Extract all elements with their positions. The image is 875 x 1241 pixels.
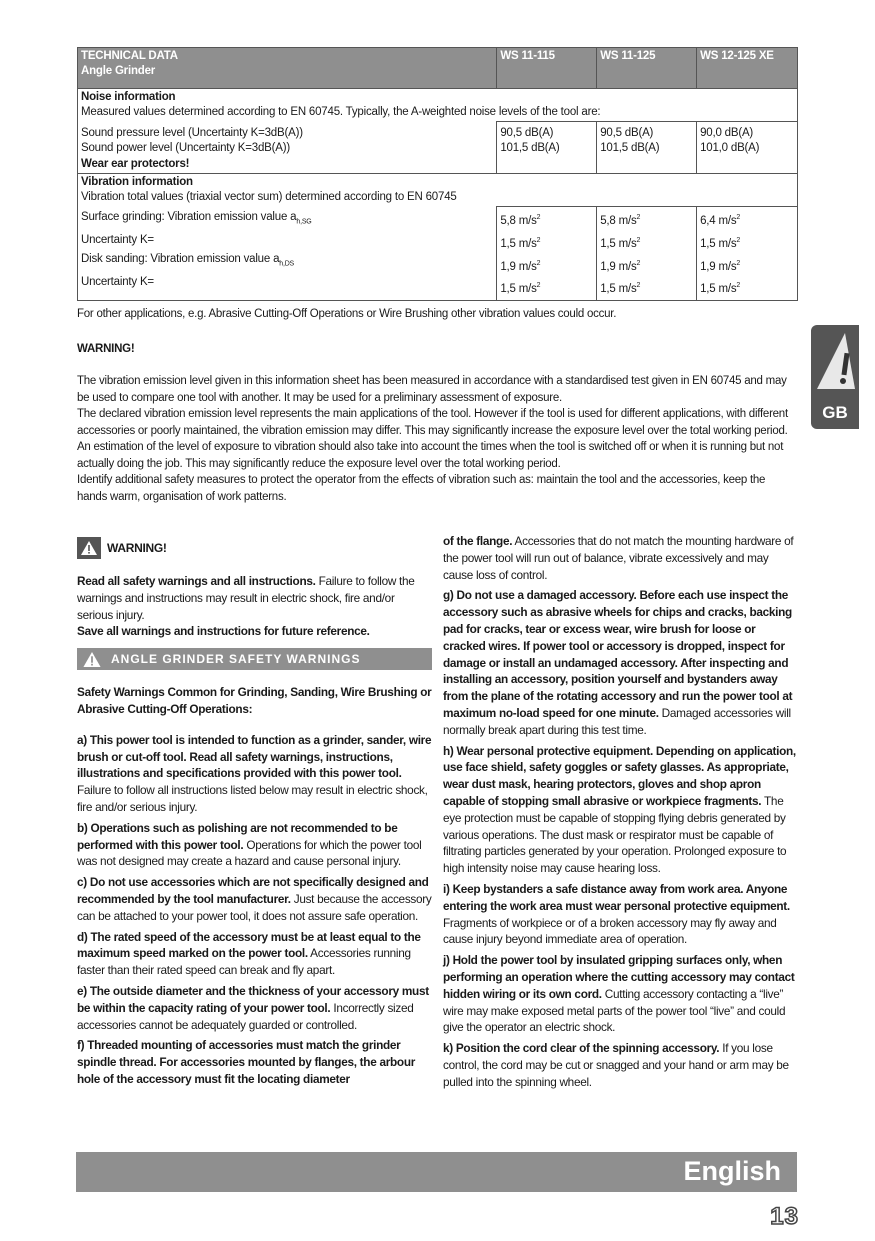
noise-value: 90,5 dB(A): [500, 127, 554, 139]
vib-value: 1,9: [500, 260, 516, 273]
vib-value: 1,5: [500, 237, 516, 250]
unit: m/s: [718, 260, 737, 273]
warning-item-e: [77, 983, 432, 1033]
unit-exponent: 2: [636, 236, 641, 244]
warning-heading: WARNING!: [77, 342, 135, 355]
sound-power-label: Sound power level (Uncertainty K=3dB(A)): [81, 141, 291, 154]
uncertainty-label: Uncertainty K=: [81, 233, 154, 246]
vib-value: 5,8: [500, 214, 516, 227]
uncertainty-label: Uncertainty K=: [81, 276, 154, 289]
item-text: Failure to follow all instructions listed below may result in electric shock, fire and/or serious injury.: [77, 783, 428, 814]
unit: m/s: [718, 214, 737, 227]
warning-item-k: [443, 1040, 798, 1090]
item-bold: a) This power tool is intended to function as a grinder, sander, wire brush or cut-off tool. Read all safety warnings, instructions, illustrations and specifications provided with this power tool.: [77, 732, 432, 781]
vib-value: 5,8: [600, 214, 616, 227]
footer-bar: [76, 1152, 797, 1192]
unit-exponent: 2: [536, 236, 541, 244]
save-instructions: Save all warnings and instructions for future reference.: [77, 624, 370, 639]
noise-value: 101,0 dB(A): [700, 142, 760, 154]
warning-item-f: f) Threaded mounting of accessories must match the grinder spindle thread. For accessories mounted by flanges, the arbour hole of the accessory must fit the locating diameter: [77, 1038, 416, 1086]
section-header: [77, 648, 432, 670]
unit: m/s: [618, 283, 637, 296]
warning-item-b: [77, 820, 432, 870]
noise-value: 101,5 dB(A): [500, 142, 560, 154]
right-column: [443, 533, 798, 1095]
common-warnings-heading: Safety Warnings Common for Grinding, Sanding, Wire Brushing or Abrasive Cutting-Off Operations:: [77, 685, 432, 716]
warning-item-c: [77, 874, 432, 924]
model-2-header: WS 11-125: [597, 48, 697, 89]
surface-grinding-subscript: h,SG: [296, 217, 312, 225]
ear-protectors-warning: Wear ear protectors!: [81, 158, 190, 170]
unit-exponent: 2: [536, 282, 541, 290]
item-bold: c) Do not use accessories which are not specifically designed and recommended by the tool manufacturer.: [77, 875, 429, 906]
vib-value: 1,5: [600, 237, 616, 250]
warning-item-d: [77, 929, 432, 979]
vibration-notes: [77, 306, 797, 505]
noise-values-row: [78, 122, 798, 158]
warning-item-g: [443, 587, 798, 738]
item-bold: e) The outside diameter and the thickness of your accessory must be within the capacity rating of your power tool.: [77, 983, 429, 1015]
item-text: Operations for which the power tool was not designed may create a hazard and cause personal injury.: [77, 837, 422, 869]
model-1-header: WS 11-115: [497, 48, 597, 89]
item-bold: i) Keep bystanders a safe distance away from work area. Anyone entering the work area must wear personal protective equipment.: [443, 881, 790, 913]
item-bold: h) Wear personal protective equipment. Depending on application, use face shield, safety goggles or safety glasses. As appropriate, wear dust mask, hearing protectors, gloves and shop apron capable of stopping small abrasive or workpiece fragments.: [443, 743, 796, 808]
item-text: Damaged accessories will normally break apart during this test time.: [443, 705, 791, 737]
item-bold: k) Position the cord clear of the spinning accessory.: [443, 1041, 720, 1056]
warning-icon: [81, 650, 103, 668]
noise-value: 101,5 dB(A): [600, 142, 660, 154]
vib-value: 1,5: [700, 283, 716, 296]
vibration-description: Vibration total values (triaxial vector sum) determined according to EN 60745: [81, 191, 457, 203]
vibration-title-row: [78, 174, 798, 207]
page-number: 13: [770, 1203, 799, 1230]
section-title: ANGLE GRINDER SAFETY WARNINGS: [111, 651, 361, 666]
vibration-title: Vibration information: [81, 176, 193, 188]
noise-title: Noise information: [81, 91, 176, 103]
vibration-col-3: [697, 207, 798, 301]
unit-exponent: 2: [736, 282, 741, 290]
language-code: GB: [822, 403, 848, 422]
vibration-values-row: [78, 207, 798, 301]
unit-exponent: 2: [536, 214, 541, 221]
noise-description: Measured values determined according to EN 60745. Typically, the A-weighted noise levels of the tool are:: [81, 106, 601, 118]
vibration-paragraph: The vibration emission level given in this information sheet has been measured in accordance with a standardised test given in EN 60745 and may be used to compare one tool with another. It may be used for a preliminary assessment of exposure.: [77, 375, 787, 404]
table-title: TECHNICAL DATA: [81, 50, 178, 62]
other-applications-note: For other applications, e.g. Abrasive Cutting-Off Operations or Wire Brushing other vibration values could occur.: [77, 308, 617, 320]
item-text: Just because the accessory can be attached to your power tool, it does not assure safe operation.: [77, 891, 432, 923]
vibration-paragraph: The declared vibration emission level represents the main applications of the tool. However if the tool is used for different applications, with different accessories or poorly maintained, the vibration emission may differ. This may significantly increase the exposure level over the total working period.: [77, 408, 788, 437]
unit-exponent: 2: [636, 282, 641, 290]
warning-triangle-icon: [815, 331, 857, 391]
vib-value: 1,5: [500, 283, 516, 296]
item-text: Accessories running faster than their rated speed can break and fly apart.: [77, 946, 411, 978]
unit-exponent: 2: [536, 259, 541, 267]
vibration-paragraph: An estimation of the level of exposure to vibration should also take into account the times when the tool is switched off or when it is running but not actually doing the job. This may significantly reduce the exposure level over the total working period.: [77, 441, 784, 470]
unit-exponent: 2: [736, 259, 741, 267]
warning-item-h: [443, 743, 798, 877]
unit: m/s: [618, 237, 637, 250]
read-instructions-bold: Read all safety warnings and all instructions.: [77, 574, 316, 588]
noise-value: 90,5 dB(A): [600, 127, 654, 139]
left-column: [77, 537, 432, 1092]
language-tab: [811, 325, 859, 429]
item-text: If you lose control, the cord may be cut or snagged and your hand or arm may be pulled into the spinning wheel.: [443, 1041, 789, 1089]
unit-exponent: 2: [736, 236, 741, 244]
vib-value: 1,5: [700, 237, 716, 250]
item-text: Accessories that do not match the mounting hardware of the power tool will run out of balance, vibrate excessively and may cause loss of control.: [443, 534, 794, 582]
surface-grinding-label: Surface grinding: Vibration emission value a: [81, 210, 297, 223]
item-bold: of the flange.: [443, 534, 513, 548]
unit: m/s: [518, 283, 537, 296]
item-bold: j) Hold the power tool by insulated gripping surfaces only, when performing an operation where the cutting accessory may contact hidden wiring or its own cord.: [443, 953, 795, 1001]
technical-data-table: [77, 47, 798, 301]
sound-pressure-label: Sound pressure level (Uncertainty K=3dB(A)): [81, 126, 303, 139]
footer-language: English: [683, 1156, 781, 1186]
model-3-header: WS 12-125 XE: [697, 48, 798, 89]
ear-protector-row: [78, 157, 798, 174]
disk-sanding-label: Disk sanding: Vibration emission value a: [81, 252, 280, 265]
safety-warning-header: [77, 537, 432, 559]
vibration-col-2: [597, 207, 697, 301]
unit-exponent: 2: [636, 214, 641, 221]
item-text: Fragments of workpiece or of a broken accessory may fly away and cause injury beyond immediate area of operation.: [443, 915, 777, 947]
table-header-row: [78, 48, 798, 89]
item-bold: g) Do not use a damaged accessory. Before each use inspect the accessory such as abrasive wheels for chips and cracks, backing pad for cracks, tear or excess wear, wire brush for loose or cracked wires. If power tool or accessory is dropped, inspect for damage or install an undamaged accessory. After inspecting and installing an accessory, position yourself and bystanders away from the plane of the rotating accessory and run the power tool at maximum no-load speed for one minute.: [443, 588, 793, 720]
unit: m/s: [518, 214, 537, 227]
warning-item-j: [443, 952, 798, 1036]
vib-value: 1,9: [600, 260, 616, 273]
noise-title-row: [78, 89, 798, 122]
unit: m/s: [518, 260, 537, 273]
unit: m/s: [618, 260, 637, 273]
unit: m/s: [618, 214, 637, 227]
item-text: Cutting accessory contacting a “live” wire may make exposed metal parts of the power tool “live” and could give the operator an electric shock.: [443, 986, 786, 1035]
item-bold: b) Operations such as polishing are not recommended to be performed with this power tool.: [77, 820, 398, 852]
unit: m/s: [518, 237, 537, 250]
disk-sanding-subscript: h,DS: [279, 260, 295, 268]
item-bold: d) The rated speed of the accessory must be at least equal to the maximum speed marked on the power tool.: [77, 929, 421, 961]
vib-value: 1,5: [600, 283, 616, 296]
warning-item-i: [443, 881, 798, 948]
warning-item-f-cont: [443, 533, 798, 583]
unit: m/s: [718, 237, 737, 250]
vibration-col-1: [497, 207, 597, 301]
warning-item-a: [77, 732, 432, 816]
unit: m/s: [718, 283, 737, 296]
item-text: Incorrectly sized accessories cannot be adequately guarded or controlled.: [77, 1000, 414, 1032]
vib-value: 6,4: [700, 214, 716, 227]
vibration-paragraph: Identify additional safety measures to protect the operator from the effects of vibration such as: maintain the tool and the accessories, keep the hands warm, organisation of work patterns.: [77, 474, 766, 503]
vib-value: 1,9: [700, 260, 716, 273]
table-subtitle: Angle Grinder: [81, 65, 156, 77]
item-text: The eye protection must be capable of stopping flying debris generated by various operations. The dust mask or respirator must be capable of filtrating particles generated by your operation. Prolonged exposure to high intensity noise may cause hearing loss.: [443, 793, 787, 876]
warning-icon: [77, 537, 101, 559]
unit-exponent: 2: [736, 214, 741, 221]
noise-value: 90,0 dB(A): [700, 127, 754, 139]
warning-label: WARNING!: [107, 540, 167, 555]
read-instructions-text: Failure to follow the warnings and instructions may result in electric shock, fire and/or serious injury.: [77, 574, 415, 622]
unit-exponent: 2: [636, 259, 641, 267]
